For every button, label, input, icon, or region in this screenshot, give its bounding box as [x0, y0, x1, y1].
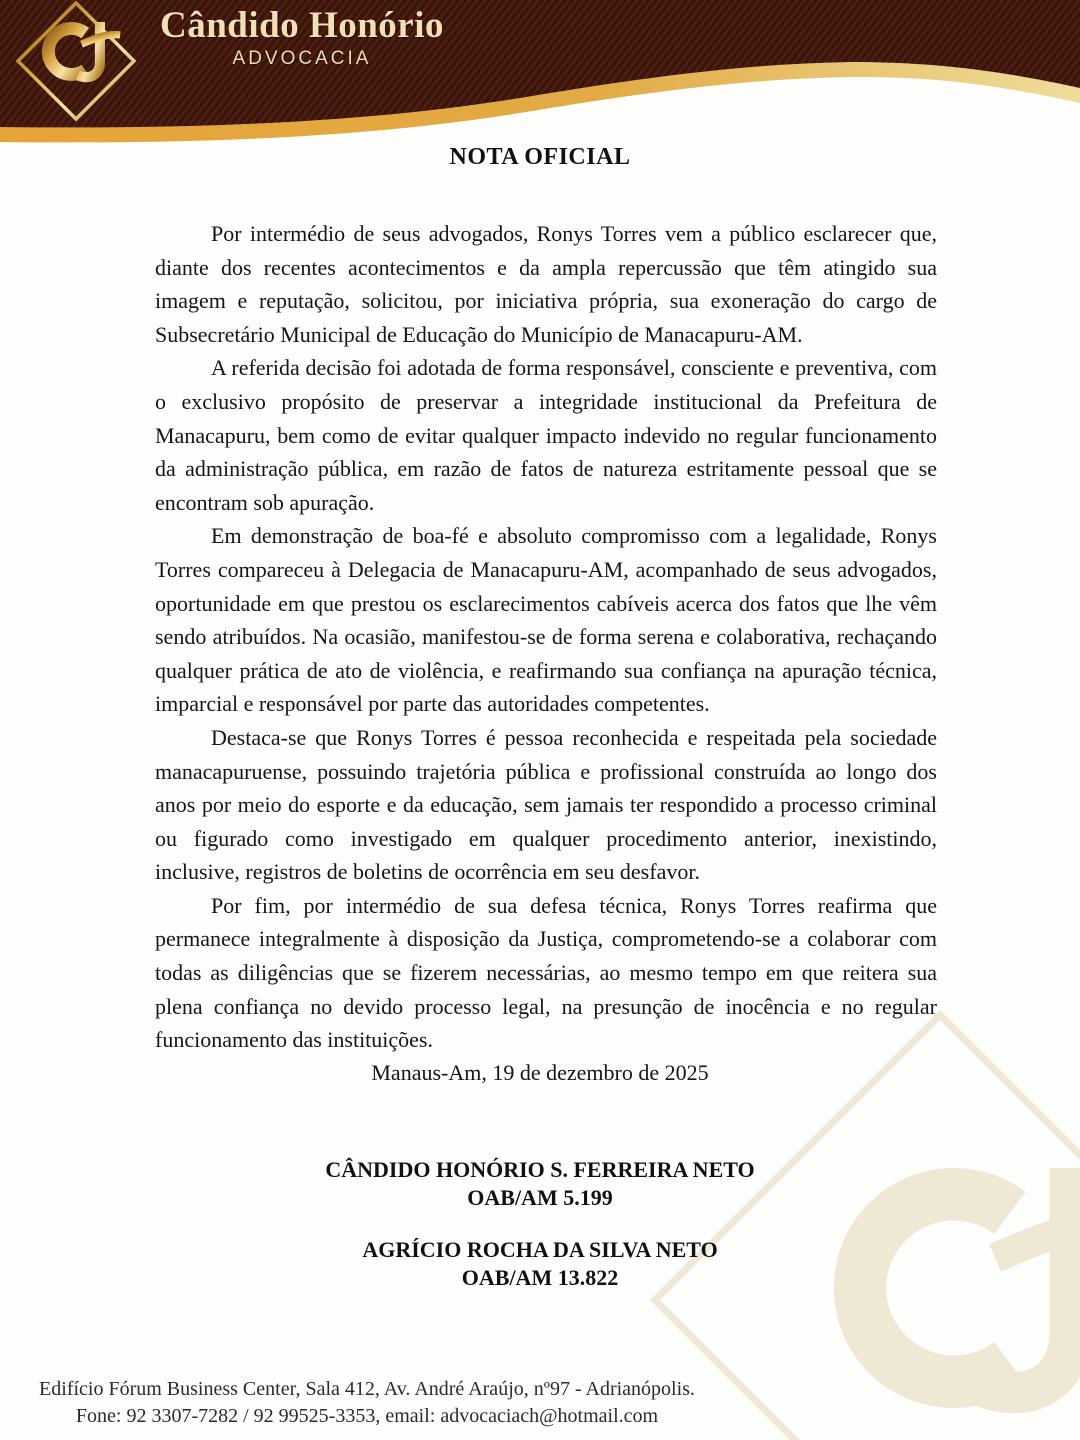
dateline: Manaus-Am, 19 de dezembro de 2025 [371, 1060, 709, 1085]
document-body [155, 217, 937, 1057]
ch-monogram-diamond-icon [8, 0, 144, 122]
signatory-1 [0, 1156, 1080, 1212]
signatory-2-name: AGRÍCIO ROCHA DA SILVA NETO [362, 1237, 718, 1262]
paragraph-1: Por intermédio de seus advogados, Ronys Torres vem a público esclarecer que, diante dos recentes acontecimentos e da ampla repercussão que têm atingido sua imagem e reputação, solicitou, por iniciativa própria, sua exoneração do cargo de Subsecretário Municipal de Educação do Município de Manacapuru-AM. [155, 221, 937, 347]
document-title: NOTA OFICIAL [449, 144, 631, 170]
paragraph-4: Destaca-se que Ronys Torres é pessoa reconhecida e respeitada pela sociedade manacapuruense, possuindo trajetória pública e profissional construída ao longo dos anos por meio do esporte e da educação, sem jamais ter respondido a processo criminal ou figurado como investigado em qualquer procedimento anterior, inexistindo, inclusive, registros de boletins de ocorrência em seu desfavor. [155, 724, 937, 885]
paragraph-2: A referida decisão foi adotada de forma responsável, consciente e preventiva, com o exclusivo propósito de preservar a integridade institucional da Prefeitura de Manacapuru, bem como de evitar qualquer impacto indevido no regular funcionamento da administração pública, em razão de fatos de natureza estritamente pessoal que se encontram sob apuração. [155, 355, 937, 515]
signatory-2 [0, 1236, 1080, 1292]
footer [22, 1376, 712, 1430]
firm-name: Cândido Honório [159, 5, 445, 46]
signatory-2-oab: OAB/AM 13.822 [461, 1265, 619, 1290]
firm-subtitle: ADVOCACIA [232, 48, 372, 69]
footer-address: Edifício Fórum Business Center, Sala 412, Av. André Araújo, nº97 - Adrianópolis. [39, 1378, 695, 1400]
paragraph-5: Por fim, por intermédio de sua defesa técnica, Ronys Torres reafirma que permanece integralmente à disposição da Justiça, comprometendo-se a colaborar com todas as diligências que se fizerem necessárias, ao mesmo tempo em que reitera sua plena confiança no devido processo legal, na presunção de inocência e no regular funcionamento das instituições. [155, 892, 937, 1053]
footer-contact: Fone: 92 3307-7282 / 92 99525-3353, email: advocaciach@hotmail.com [75, 1405, 659, 1427]
signatory-1-oab: OAB/AM 5.199 [467, 1185, 613, 1210]
signatory-1-name: CÂNDIDO HONÓRIO S. FERREIRA NETO [325, 1157, 755, 1182]
signature-block [0, 1156, 1080, 1316]
paragraph-3: Em demonstração de boa-fé e absoluto compromisso com a legalidade, Ronys Torres compareceu à Delegacia de Manacapuru-AM, acompanhado de seus advogados, oportunidade em que prestou os esclarecimentos cabíveis acerca dos fatos que lhe vêm sendo atribuídos. Na ocasião, manifestou-se de forma serena e colaborativa, rechaçando qualquer prática de ato de violência, e reafirmando sua confiança na apuração técnica, imparcial e responsável por parte das autoridades competentes. [155, 523, 937, 717]
header [0, 0, 1080, 130]
firm-identity [152, 4, 452, 70]
